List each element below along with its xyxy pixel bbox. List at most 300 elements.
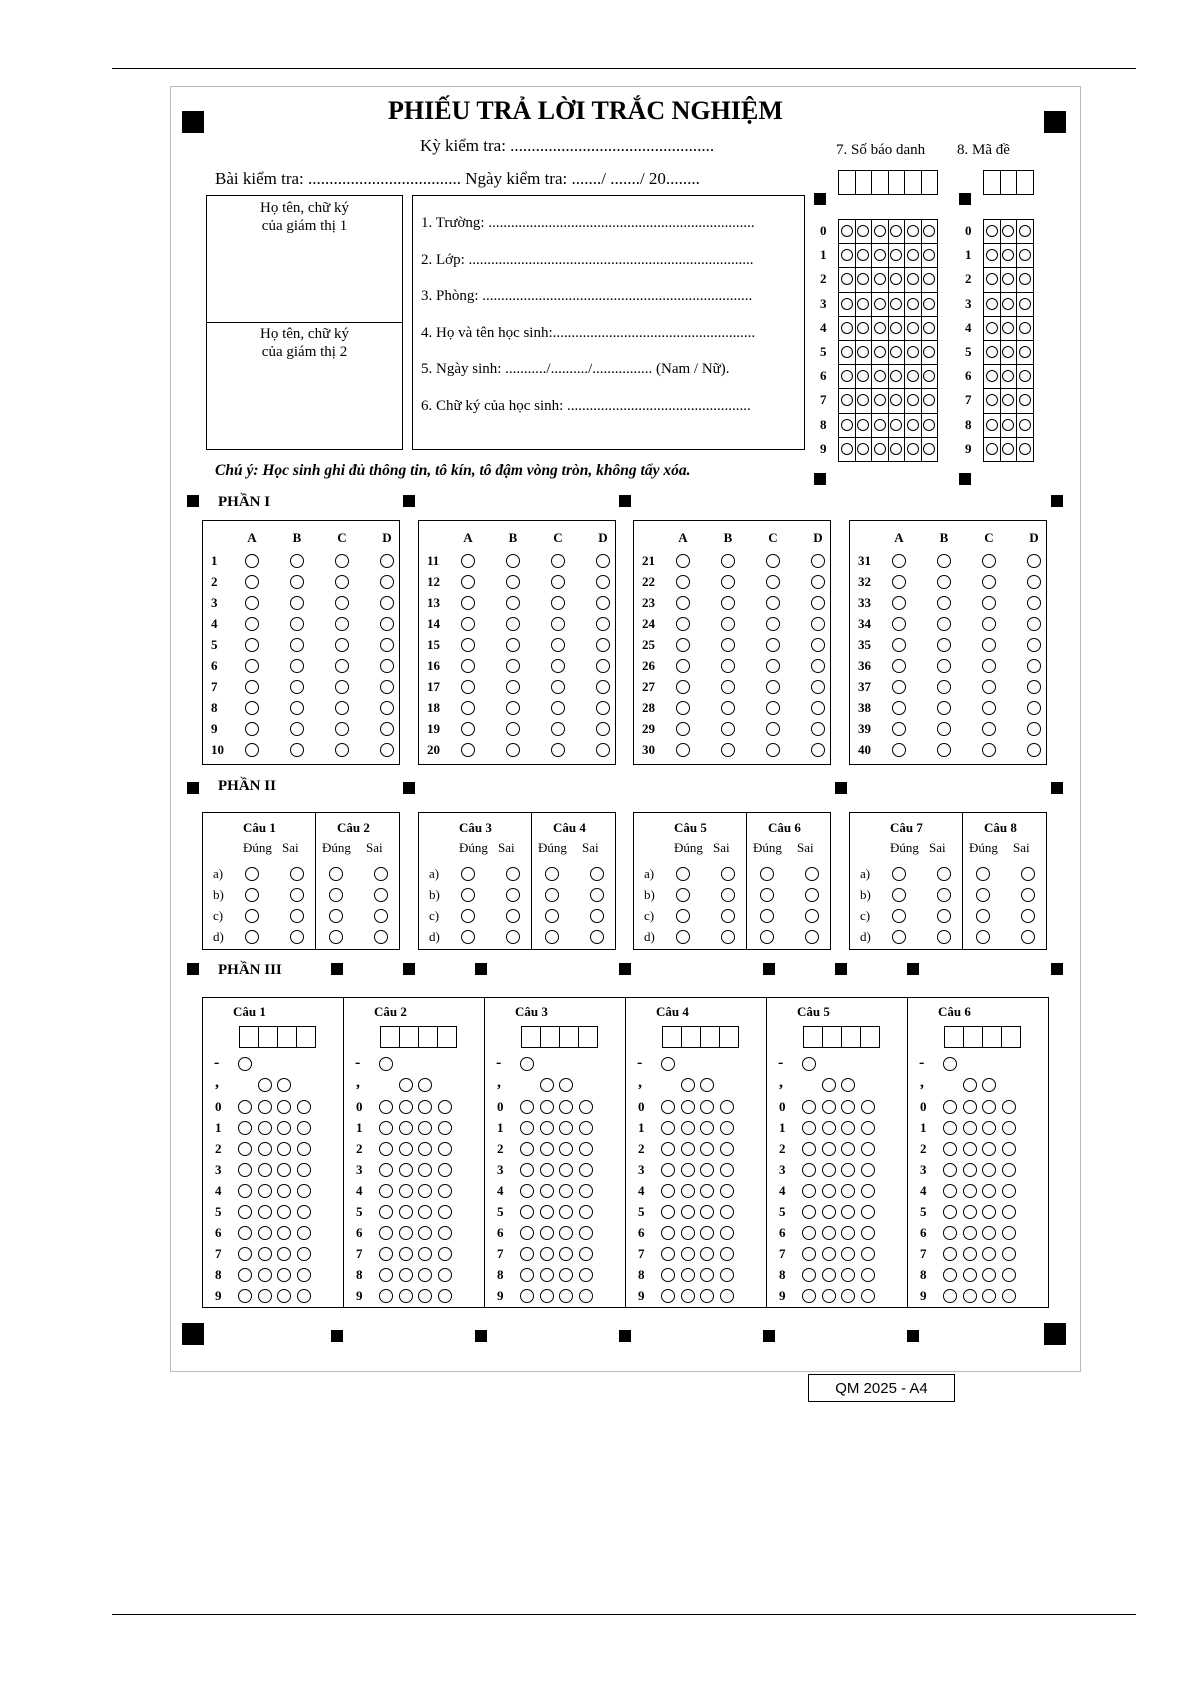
part3-digit-bubble[interactable] — [418, 1226, 432, 1240]
part3-digit-bubble[interactable] — [661, 1247, 675, 1261]
part1-answer-bubble[interactable] — [676, 743, 690, 757]
part3-digit-bubble[interactable] — [1002, 1268, 1016, 1282]
part3-write-cell[interactable] — [380, 1026, 400, 1048]
part3-digit-bubble[interactable] — [540, 1226, 554, 1240]
part2-answer-bubble[interactable] — [760, 909, 774, 923]
part3-digit-bubble[interactable] — [963, 1289, 977, 1303]
part1-answer-bubble[interactable] — [982, 659, 996, 673]
made-digit-bubble[interactable] — [986, 394, 998, 406]
part1-answer-bubble[interactable] — [380, 701, 394, 715]
part3-digit-bubble[interactable] — [1002, 1289, 1016, 1303]
part2-answer-bubble[interactable] — [937, 867, 951, 881]
sbd-digit-bubble[interactable] — [907, 249, 919, 261]
part3-comma-bubble[interactable] — [841, 1078, 855, 1092]
part3-digit-bubble[interactable] — [841, 1247, 855, 1261]
part3-digit-bubble[interactable] — [982, 1247, 996, 1261]
part3-digit-bubble[interactable] — [861, 1121, 875, 1135]
part1-answer-bubble[interactable] — [721, 575, 735, 589]
part3-write-cell[interactable] — [258, 1026, 278, 1048]
part3-digit-bubble[interactable] — [258, 1142, 272, 1156]
made-digit-bubble[interactable] — [1019, 298, 1031, 310]
part3-digit-bubble[interactable] — [661, 1205, 675, 1219]
part1-answer-bubble[interactable] — [335, 575, 349, 589]
part1-answer-bubble[interactable] — [892, 575, 906, 589]
part2-answer-bubble[interactable] — [1021, 867, 1035, 881]
part3-digit-bubble[interactable] — [943, 1247, 957, 1261]
part1-answer-bubble[interactable] — [461, 554, 475, 568]
part3-digit-bubble[interactable] — [520, 1205, 534, 1219]
part3-digit-bubble[interactable] — [822, 1163, 836, 1177]
made-digit-bubble[interactable] — [1019, 443, 1031, 455]
part3-digit-bubble[interactable] — [540, 1121, 554, 1135]
sbd-digit-bubble[interactable] — [874, 225, 886, 237]
part3-digit-bubble[interactable] — [861, 1226, 875, 1240]
part3-digit-bubble[interactable] — [681, 1205, 695, 1219]
part3-digit-bubble[interactable] — [297, 1163, 311, 1177]
part3-digit-bubble[interactable] — [982, 1205, 996, 1219]
part1-answer-bubble[interactable] — [551, 638, 565, 652]
part3-digit-bubble[interactable] — [438, 1184, 452, 1198]
part1-answer-bubble[interactable] — [506, 638, 520, 652]
part3-digit-bubble[interactable] — [822, 1184, 836, 1198]
part3-digit-bubble[interactable] — [822, 1289, 836, 1303]
part2-answer-bubble[interactable] — [461, 930, 475, 944]
part1-answer-bubble[interactable] — [506, 659, 520, 673]
sbd-digit-bubble[interactable] — [907, 419, 919, 431]
sbd-digit-bubble[interactable] — [857, 419, 869, 431]
part3-comma-bubble[interactable] — [822, 1078, 836, 1092]
part1-answer-bubble[interactable] — [676, 701, 690, 715]
made-digit-bubble[interactable] — [986, 225, 998, 237]
part3-digit-bubble[interactable] — [700, 1205, 714, 1219]
part3-digit-bubble[interactable] — [841, 1163, 855, 1177]
part1-answer-bubble[interactable] — [937, 722, 951, 736]
part3-digit-bubble[interactable] — [802, 1247, 816, 1261]
part3-digit-bubble[interactable] — [399, 1289, 413, 1303]
part3-comma-bubble[interactable] — [681, 1078, 695, 1092]
part1-answer-bubble[interactable] — [676, 659, 690, 673]
part3-digit-bubble[interactable] — [540, 1268, 554, 1282]
part3-digit-bubble[interactable] — [963, 1121, 977, 1135]
part1-answer-bubble[interactable] — [721, 722, 735, 736]
part3-digit-bubble[interactable] — [258, 1268, 272, 1282]
sbd-digit-bubble[interactable] — [923, 298, 935, 310]
made-digit-bubble[interactable] — [1019, 394, 1031, 406]
part3-digit-bubble[interactable] — [861, 1289, 875, 1303]
part3-digit-bubble[interactable] — [238, 1184, 252, 1198]
part3-digit-bubble[interactable] — [297, 1289, 311, 1303]
sbd-digit-bubble[interactable] — [874, 249, 886, 261]
part3-digit-bubble[interactable] — [399, 1163, 413, 1177]
part3-digit-bubble[interactable] — [982, 1226, 996, 1240]
part3-digit-bubble[interactable] — [520, 1268, 534, 1282]
part3-write-cell[interactable] — [944, 1026, 964, 1048]
part1-answer-bubble[interactable] — [982, 596, 996, 610]
sbd-write-cell[interactable] — [838, 170, 856, 195]
part3-digit-bubble[interactable] — [720, 1100, 734, 1114]
made-digit-bubble[interactable] — [1002, 322, 1014, 334]
part1-answer-bubble[interactable] — [766, 680, 780, 694]
part1-answer-bubble[interactable] — [676, 680, 690, 694]
part2-answer-bubble[interactable] — [937, 909, 951, 923]
made-digit-bubble[interactable] — [986, 298, 998, 310]
part2-answer-bubble[interactable] — [245, 888, 259, 902]
part1-answer-bubble[interactable] — [1027, 659, 1041, 673]
part1-answer-bubble[interactable] — [596, 617, 610, 631]
part2-answer-bubble[interactable] — [676, 930, 690, 944]
part1-answer-bubble[interactable] — [380, 617, 394, 631]
part1-answer-bubble[interactable] — [892, 617, 906, 631]
made-digit-bubble[interactable] — [986, 249, 998, 261]
part3-digit-bubble[interactable] — [379, 1247, 393, 1261]
part3-digit-bubble[interactable] — [258, 1100, 272, 1114]
part3-digit-bubble[interactable] — [943, 1289, 957, 1303]
sbd-digit-bubble[interactable] — [907, 298, 919, 310]
part3-digit-bubble[interactable] — [661, 1289, 675, 1303]
part3-write-cell[interactable] — [296, 1026, 316, 1048]
part2-answer-bubble[interactable] — [721, 867, 735, 881]
part3-digit-bubble[interactable] — [379, 1289, 393, 1303]
part3-digit-bubble[interactable] — [418, 1163, 432, 1177]
part1-answer-bubble[interactable] — [982, 617, 996, 631]
part2-answer-bubble[interactable] — [1021, 888, 1035, 902]
made-digit-bubble[interactable] — [986, 443, 998, 455]
part3-digit-bubble[interactable] — [822, 1205, 836, 1219]
sbd-digit-bubble[interactable] — [874, 273, 886, 285]
part3-digit-bubble[interactable] — [681, 1247, 695, 1261]
part3-digit-bubble[interactable] — [238, 1289, 252, 1303]
sbd-digit-bubble[interactable] — [841, 322, 853, 334]
part3-digit-bubble[interactable] — [822, 1247, 836, 1261]
part3-digit-bubble[interactable] — [720, 1163, 734, 1177]
part3-digit-bubble[interactable] — [1002, 1184, 1016, 1198]
part2-answer-bubble[interactable] — [676, 888, 690, 902]
part2-answer-bubble[interactable] — [245, 867, 259, 881]
part2-answer-bubble[interactable] — [805, 930, 819, 944]
part3-write-cell[interactable] — [860, 1026, 880, 1048]
sbd-digit-bubble[interactable] — [857, 225, 869, 237]
part1-answer-bubble[interactable] — [892, 743, 906, 757]
part2-answer-bubble[interactable] — [590, 867, 604, 881]
part3-digit-bubble[interactable] — [861, 1142, 875, 1156]
sbd-digit-bubble[interactable] — [923, 443, 935, 455]
part3-minus-bubble[interactable] — [661, 1057, 675, 1071]
sbd-digit-bubble[interactable] — [874, 394, 886, 406]
part3-digit-bubble[interactable] — [1002, 1121, 1016, 1135]
part1-answer-bubble[interactable] — [506, 596, 520, 610]
part1-answer-bubble[interactable] — [676, 575, 690, 589]
part3-digit-bubble[interactable] — [861, 1184, 875, 1198]
part3-digit-bubble[interactable] — [438, 1226, 452, 1240]
part3-digit-bubble[interactable] — [379, 1100, 393, 1114]
sbd-digit-bubble[interactable] — [890, 225, 902, 237]
part1-answer-bubble[interactable] — [892, 659, 906, 673]
part3-digit-bubble[interactable] — [661, 1268, 675, 1282]
part3-digit-bubble[interactable] — [982, 1100, 996, 1114]
part3-digit-bubble[interactable] — [258, 1289, 272, 1303]
part3-digit-bubble[interactable] — [277, 1205, 291, 1219]
part1-answer-bubble[interactable] — [461, 575, 475, 589]
part3-digit-bubble[interactable] — [559, 1226, 573, 1240]
sbd-digit-bubble[interactable] — [907, 443, 919, 455]
part1-answer-bubble[interactable] — [245, 617, 259, 631]
part3-comma-bubble[interactable] — [418, 1078, 432, 1092]
part2-answer-bubble[interactable] — [506, 888, 520, 902]
part3-minus-bubble[interactable] — [238, 1057, 252, 1071]
part3-digit-bubble[interactable] — [861, 1268, 875, 1282]
made-digit-bubble[interactable] — [1002, 298, 1014, 310]
part3-digit-bubble[interactable] — [700, 1142, 714, 1156]
part3-digit-bubble[interactable] — [720, 1226, 734, 1240]
made-digit-bubble[interactable] — [1019, 322, 1031, 334]
part1-answer-bubble[interactable] — [551, 659, 565, 673]
part2-answer-bubble[interactable] — [506, 867, 520, 881]
part2-answer-bubble[interactable] — [805, 867, 819, 881]
part1-answer-bubble[interactable] — [596, 701, 610, 715]
part3-digit-bubble[interactable] — [438, 1142, 452, 1156]
part1-answer-bubble[interactable] — [1027, 743, 1041, 757]
made-digit-bubble[interactable] — [1019, 370, 1031, 382]
part1-answer-bubble[interactable] — [335, 659, 349, 673]
part3-digit-bubble[interactable] — [861, 1163, 875, 1177]
part2-answer-bubble[interactable] — [545, 909, 559, 923]
made-digit-bubble[interactable] — [986, 273, 998, 285]
part1-answer-bubble[interactable] — [335, 617, 349, 631]
part1-answer-bubble[interactable] — [596, 659, 610, 673]
part1-answer-bubble[interactable] — [982, 554, 996, 568]
part3-digit-bubble[interactable] — [277, 1184, 291, 1198]
part3-digit-bubble[interactable] — [297, 1184, 311, 1198]
part1-answer-bubble[interactable] — [766, 722, 780, 736]
part3-digit-bubble[interactable] — [661, 1163, 675, 1177]
part3-digit-bubble[interactable] — [720, 1142, 734, 1156]
part2-answer-bubble[interactable] — [290, 930, 304, 944]
part2-answer-bubble[interactable] — [461, 888, 475, 902]
part2-answer-bubble[interactable] — [545, 888, 559, 902]
part3-digit-bubble[interactable] — [379, 1142, 393, 1156]
part3-digit-bubble[interactable] — [700, 1247, 714, 1261]
part1-answer-bubble[interactable] — [1027, 596, 1041, 610]
sbd-digit-bubble[interactable] — [841, 298, 853, 310]
part1-answer-bubble[interactable] — [596, 575, 610, 589]
part2-answer-bubble[interactable] — [545, 867, 559, 881]
sbd-digit-bubble[interactable] — [857, 346, 869, 358]
part3-digit-bubble[interactable] — [579, 1121, 593, 1135]
part1-answer-bubble[interactable] — [937, 743, 951, 757]
part2-answer-bubble[interactable] — [290, 888, 304, 902]
part3-digit-bubble[interactable] — [802, 1205, 816, 1219]
part1-answer-bubble[interactable] — [982, 680, 996, 694]
part3-digit-bubble[interactable] — [982, 1184, 996, 1198]
sbd-digit-bubble[interactable] — [874, 298, 886, 310]
part3-digit-bubble[interactable] — [238, 1268, 252, 1282]
part1-answer-bubble[interactable] — [937, 680, 951, 694]
part3-digit-bubble[interactable] — [963, 1226, 977, 1240]
part1-answer-bubble[interactable] — [335, 722, 349, 736]
sbd-write-cell[interactable] — [888, 170, 906, 195]
part1-answer-bubble[interactable] — [461, 638, 475, 652]
sbd-digit-bubble[interactable] — [907, 370, 919, 382]
part1-answer-bubble[interactable] — [1027, 680, 1041, 694]
part3-digit-bubble[interactable] — [277, 1289, 291, 1303]
part3-digit-bubble[interactable] — [399, 1142, 413, 1156]
part3-digit-bubble[interactable] — [438, 1100, 452, 1114]
made-digit-bubble[interactable] — [1002, 346, 1014, 358]
part1-answer-bubble[interactable] — [461, 680, 475, 694]
part1-answer-bubble[interactable] — [245, 701, 259, 715]
part3-digit-bubble[interactable] — [963, 1205, 977, 1219]
part3-digit-bubble[interactable] — [841, 1268, 855, 1282]
part3-digit-bubble[interactable] — [1002, 1100, 1016, 1114]
part1-answer-bubble[interactable] — [380, 638, 394, 652]
part1-answer-bubble[interactable] — [766, 743, 780, 757]
part3-digit-bubble[interactable] — [943, 1121, 957, 1135]
part3-write-cell[interactable] — [841, 1026, 861, 1048]
part1-answer-bubble[interactable] — [245, 659, 259, 673]
sbd-write-cell[interactable] — [871, 170, 889, 195]
part1-answer-bubble[interactable] — [766, 638, 780, 652]
part2-answer-bubble[interactable] — [805, 888, 819, 902]
part3-digit-bubble[interactable] — [559, 1247, 573, 1261]
part3-digit-bubble[interactable] — [540, 1205, 554, 1219]
part3-digit-bubble[interactable] — [559, 1142, 573, 1156]
part1-answer-bubble[interactable] — [676, 722, 690, 736]
part1-answer-bubble[interactable] — [811, 722, 825, 736]
part3-digit-bubble[interactable] — [943, 1142, 957, 1156]
sbd-digit-bubble[interactable] — [890, 419, 902, 431]
part3-digit-bubble[interactable] — [943, 1100, 957, 1114]
sbd-digit-bubble[interactable] — [841, 370, 853, 382]
part1-answer-bubble[interactable] — [937, 596, 951, 610]
part2-answer-bubble[interactable] — [329, 888, 343, 902]
sbd-digit-bubble[interactable] — [923, 322, 935, 334]
part1-answer-bubble[interactable] — [721, 701, 735, 715]
part3-digit-bubble[interactable] — [277, 1121, 291, 1135]
part3-digit-bubble[interactable] — [661, 1100, 675, 1114]
part1-answer-bubble[interactable] — [245, 722, 259, 736]
part1-answer-bubble[interactable] — [676, 617, 690, 631]
part3-write-cell[interactable] — [277, 1026, 297, 1048]
part3-digit-bubble[interactable] — [418, 1121, 432, 1135]
part1-answer-bubble[interactable] — [506, 680, 520, 694]
part1-answer-bubble[interactable] — [461, 596, 475, 610]
part3-digit-bubble[interactable] — [822, 1226, 836, 1240]
part3-digit-bubble[interactable] — [661, 1226, 675, 1240]
part1-answer-bubble[interactable] — [245, 743, 259, 757]
part3-digit-bubble[interactable] — [379, 1163, 393, 1177]
part3-comma-bubble[interactable] — [399, 1078, 413, 1092]
part1-answer-bubble[interactable] — [290, 701, 304, 715]
part3-comma-bubble[interactable] — [540, 1078, 554, 1092]
part1-answer-bubble[interactable] — [892, 680, 906, 694]
part3-digit-bubble[interactable] — [238, 1205, 252, 1219]
part3-digit-bubble[interactable] — [802, 1121, 816, 1135]
part3-digit-bubble[interactable] — [297, 1226, 311, 1240]
sbd-digit-bubble[interactable] — [890, 298, 902, 310]
part2-answer-bubble[interactable] — [676, 909, 690, 923]
made-digit-bubble[interactable] — [1002, 225, 1014, 237]
part3-digit-bubble[interactable] — [559, 1268, 573, 1282]
part1-answer-bubble[interactable] — [937, 659, 951, 673]
part3-digit-bubble[interactable] — [681, 1226, 695, 1240]
part1-answer-bubble[interactable] — [380, 554, 394, 568]
part2-answer-bubble[interactable] — [329, 867, 343, 881]
sbd-digit-bubble[interactable] — [907, 346, 919, 358]
sbd-digit-bubble[interactable] — [907, 225, 919, 237]
part1-answer-bubble[interactable] — [245, 680, 259, 694]
part1-answer-bubble[interactable] — [506, 701, 520, 715]
sbd-digit-bubble[interactable] — [841, 225, 853, 237]
part1-answer-bubble[interactable] — [937, 554, 951, 568]
part1-answer-bubble[interactable] — [290, 680, 304, 694]
part3-write-cell[interactable] — [239, 1026, 259, 1048]
part3-digit-bubble[interactable] — [559, 1163, 573, 1177]
part3-digit-bubble[interactable] — [1002, 1226, 1016, 1240]
part3-digit-bubble[interactable] — [943, 1205, 957, 1219]
part2-answer-bubble[interactable] — [1021, 930, 1035, 944]
sbd-write-cell[interactable] — [855, 170, 873, 195]
made-digit-bubble[interactable] — [1019, 225, 1031, 237]
part3-digit-bubble[interactable] — [438, 1289, 452, 1303]
part2-answer-bubble[interactable] — [892, 888, 906, 902]
part2-answer-bubble[interactable] — [805, 909, 819, 923]
part3-digit-bubble[interactable] — [720, 1184, 734, 1198]
part1-answer-bubble[interactable] — [937, 638, 951, 652]
part3-digit-bubble[interactable] — [297, 1247, 311, 1261]
part1-answer-bubble[interactable] — [766, 575, 780, 589]
part3-digit-bubble[interactable] — [258, 1163, 272, 1177]
part1-answer-bubble[interactable] — [982, 575, 996, 589]
part3-digit-bubble[interactable] — [802, 1142, 816, 1156]
part3-digit-bubble[interactable] — [379, 1121, 393, 1135]
part3-digit-bubble[interactable] — [379, 1226, 393, 1240]
part2-answer-bubble[interactable] — [976, 888, 990, 902]
part1-answer-bubble[interactable] — [551, 743, 565, 757]
part3-digit-bubble[interactable] — [681, 1163, 695, 1177]
part3-digit-bubble[interactable] — [700, 1268, 714, 1282]
part3-minus-bubble[interactable] — [802, 1057, 816, 1071]
part1-answer-bubble[interactable] — [245, 596, 259, 610]
part3-digit-bubble[interactable] — [277, 1247, 291, 1261]
part3-digit-bubble[interactable] — [540, 1100, 554, 1114]
part3-digit-bubble[interactable] — [520, 1121, 534, 1135]
part3-digit-bubble[interactable] — [963, 1142, 977, 1156]
part3-write-cell[interactable] — [399, 1026, 419, 1048]
part3-digit-bubble[interactable] — [802, 1226, 816, 1240]
part3-digit-bubble[interactable] — [700, 1226, 714, 1240]
part3-digit-bubble[interactable] — [802, 1100, 816, 1114]
part1-answer-bubble[interactable] — [290, 638, 304, 652]
part1-answer-bubble[interactable] — [1027, 638, 1041, 652]
part3-write-cell[interactable] — [559, 1026, 579, 1048]
part3-digit-bubble[interactable] — [399, 1268, 413, 1282]
part1-answer-bubble[interactable] — [676, 638, 690, 652]
part3-digit-bubble[interactable] — [579, 1247, 593, 1261]
part3-digit-bubble[interactable] — [720, 1247, 734, 1261]
part1-answer-bubble[interactable] — [290, 596, 304, 610]
part1-answer-bubble[interactable] — [290, 743, 304, 757]
part1-answer-bubble[interactable] — [596, 680, 610, 694]
part2-answer-bubble[interactable] — [329, 909, 343, 923]
part3-digit-bubble[interactable] — [520, 1247, 534, 1261]
part1-answer-bubble[interactable] — [1027, 617, 1041, 631]
part2-answer-bubble[interactable] — [374, 867, 388, 881]
part3-comma-bubble[interactable] — [258, 1078, 272, 1092]
part3-digit-bubble[interactable] — [540, 1142, 554, 1156]
part3-comma-bubble[interactable] — [963, 1078, 977, 1092]
part3-digit-bubble[interactable] — [579, 1100, 593, 1114]
part2-answer-bubble[interactable] — [937, 888, 951, 902]
